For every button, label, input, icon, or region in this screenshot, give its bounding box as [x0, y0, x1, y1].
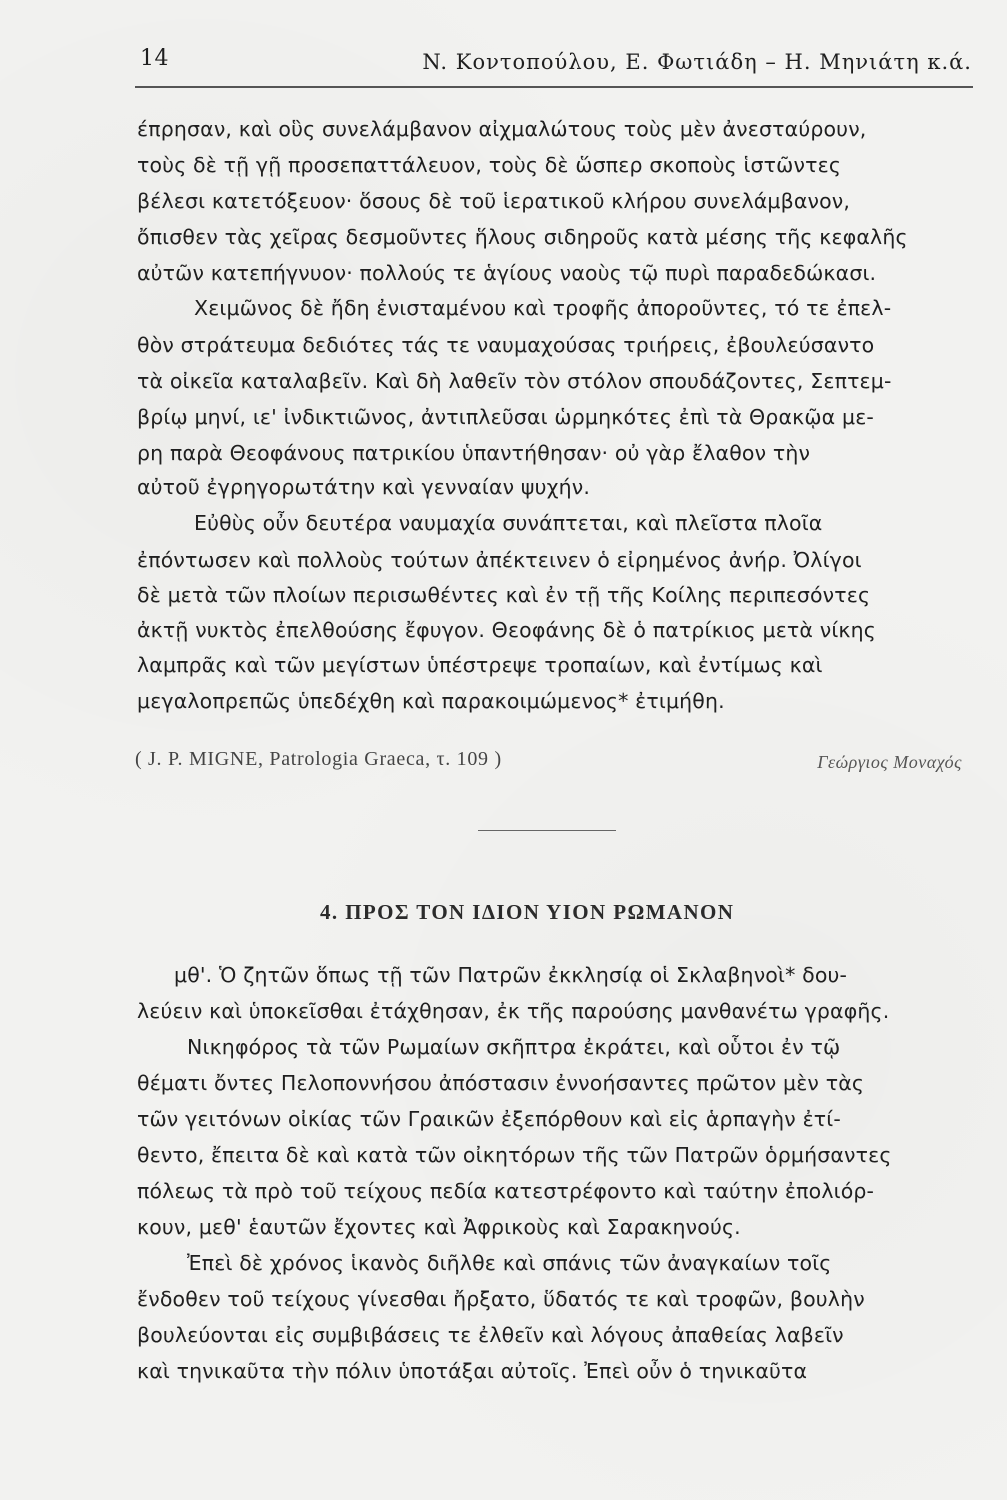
- text-line: έπρησαν, καὶ οὓς συνελάμβανον αἰχμαλώτους τοὺς μὲν ἀνεσταύρουν,: [137, 117, 867, 141]
- text-line: ἔνδοθεν τοῦ τείχους γίνεσθαι ἤρξατο, ὕδατός τε καὶ τροφῶν, βουλὴν: [137, 1287, 865, 1311]
- text-line: Νικηφόρος τὰ τῶν Ρωμαίων σκῆπτρα ἐκράτει, καὶ οὗτοι ἐν τῷ: [187, 1035, 841, 1059]
- text-line: μθ'. Ὁ ζητῶν ὅπως τῇ τῶν Πατρῶν ἐκκλησίᾳ οἱ Σκλαβηνοὶ* δου-: [174, 963, 848, 987]
- citation-author: Γεώργιος Μοναχός: [817, 752, 962, 772]
- text-line: Χειμῶνος δὲ ἤδη ἐνισταμένου καὶ τροφῆς ἀποροῦντες, τό τε ἐπελ-: [194, 296, 892, 320]
- page-number: 14: [140, 46, 169, 71]
- text-line: βουλεύονται εἰς συμβιβάσεις τε ἐλθεῖν καὶ λόγους ἀπαθείας λαβεῖν: [137, 1323, 844, 1347]
- running-head: N. Κοντοπούλου, Ε. Φωτιάδη – Η. Μηνιάτη κ.ά.: [422, 50, 972, 74]
- text-line: θεντο, ἔπειτα δὲ καὶ κατὰ τῶν οἰκητόρων τῆς τῶν Πατρῶν ὁρμήσαντες: [137, 1143, 892, 1167]
- text-line: ἐπόντωσεν καὶ πολλοὺς τούτων ἀπέκτεινεν ὁ εἰρημένος ἀνήρ. Ὀλίγοι: [137, 548, 862, 572]
- text-line: βέλεσι κατετόξευον· ὅσους δὲ τοῦ ἱερατικοῦ κλήρου συνελάμβανον,: [137, 189, 851, 213]
- page-header: [135, 46, 975, 86]
- text-line: αὐτοῦ ἐγρηγορωτάτην καὶ γενναίαν ψυχήν.: [137, 475, 590, 499]
- text-line: μεγαλοπρεπῶς ὑπεδέχθη καὶ παρακοιμώμενος* ἐτιμήθη.: [137, 689, 725, 713]
- text-line: λαμπρᾶς καὶ τῶν μεγίστων ὑπέστρεψε τροπαίων, καὶ ἐντίμως καὶ: [137, 653, 823, 677]
- text-line: δὲ μετὰ τῶν πλοίων περισωθέντες καὶ ἐν τῇ τῆς Κοίλης περιπεσόντες: [137, 583, 871, 607]
- text-line: λεύειν καὶ ὑποκεῖσθαι ἐτάχθησαν, ἐκ τῆς παρούσης μανθανέτω γραφῆς.: [137, 999, 890, 1023]
- text-line: ὄπισθεν τὰς χεῖρας δεσμοῦντες ἥλους σιδηροῦς κατὰ μέσης τῆς κεφαλῆς: [137, 225, 908, 249]
- text-line: θέματι ὄντες Πελοποννήσου ἀπόστασιν ἐννοήσαντες πρῶτον μὲν τὰς: [137, 1071, 865, 1095]
- text-line: ἀκτῇ νυκτὸς ἐπελθούσης ἔφυγον. Θεοφάνης δὲ ὁ πατρίκιος μετὰ νίκης: [137, 618, 876, 642]
- section-title: 4. ΠΡΟΣ ΤΟΝ ΙΔΙΟΝ ΥΙΟΝ ΡΩΜΑΝΟΝ: [320, 900, 735, 924]
- text-line: θὸν στράτευμα δεδιότες τάς τε ναυμαχούσας τριήρεις, ἐβουλεύσαντο: [137, 333, 875, 357]
- text-line: κουν, μεθ' ἑαυτῶν ἔχοντες καὶ Ἀφρικοὺς καὶ Σαρακηνούς.: [137, 1215, 741, 1239]
- text-line: καὶ τηνικαῦτα τὴν πόλιν ὑποτάξαι αὐτοῖς. Ἐπεὶ οὖν ὁ τηνικαῦτα: [137, 1359, 808, 1383]
- text-line: βρίῳ μηνί, ιε' ἰνδικτιῶνος, ἀντιπλεῦσαι ὡρμηκότες ἐπὶ τὰ Θρακῷα με-: [137, 405, 874, 429]
- section-divider: [478, 830, 616, 831]
- citation-source: ( J. P. MIGNE, Patrologia Graeca, τ. 109 ): [135, 748, 502, 770]
- text-line: τῶν γειτόνων οἰκίας τῶν Γραικῶν ἐξεπόρθουν καὶ εἰς ἁρπαγὴν ἐτί-: [137, 1107, 841, 1131]
- text-line: τοὺς δὲ τῇ γῇ προσεπαττάλευον, τοὺς δὲ ὥσπερ σκοποὺς ἱστῶντες: [137, 153, 841, 177]
- text-line: τὰ οἰκεῖα καταλαβεῖν. Καὶ δὴ λαθεῖν τὸν στόλον σπουδάζοντες, Σεπτεμ-: [137, 369, 892, 393]
- text-line: ρη παρὰ Θεοφάνους πατρικίου ὑπαντήθησαν· οὐ γὰρ ἔλαθον τὴν: [137, 441, 811, 465]
- text-line: Εὐθὺς οὖν δευτέρα ναυμαχία συνάπτεται, καὶ πλεῖστα πλοῖα: [194, 511, 823, 535]
- text-line: πόλεως τὰ πρὸ τοῦ τείχους πεδία κατεστρέφοντο καὶ ταύτην ἐπολιόρ-: [137, 1179, 875, 1203]
- header-rule: [135, 86, 973, 88]
- text-line: Ἐπεὶ δὲ χρόνος ἱκανὸς διῆλθε καὶ σπάνις τῶν ἀναγκαίων τοῖς: [187, 1251, 832, 1275]
- text-line: αὐτῶν κατεπήγνυον· πολλούς τε ἁγίους ναοὺς τῷ πυρὶ παραδεδώκασι.: [137, 261, 877, 285]
